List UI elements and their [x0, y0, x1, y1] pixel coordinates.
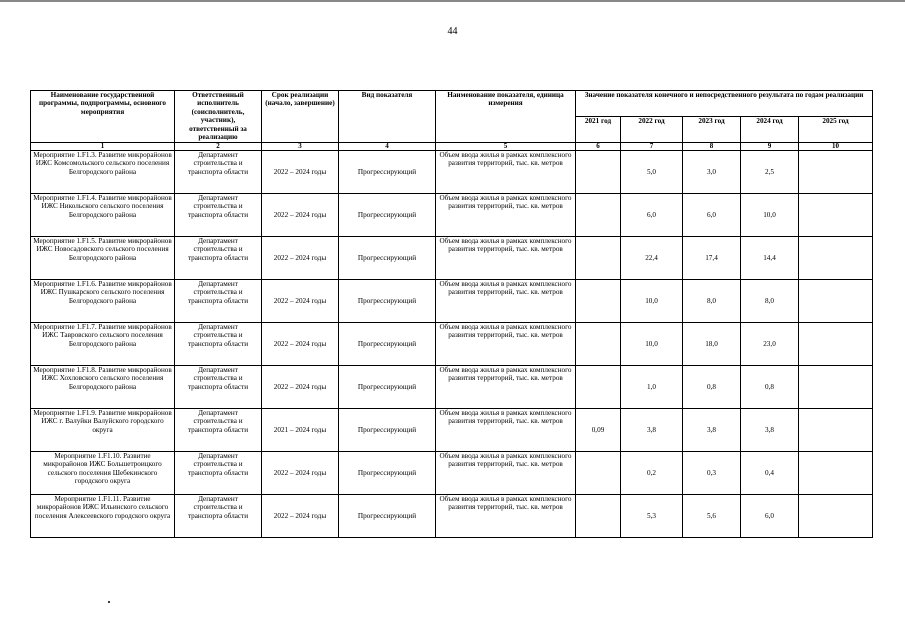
table-row — [31, 236, 873, 279]
program-cell: Мероприятие 1.F1.6. Развитие микрорайонов ИЖС Пушкарского сельского поселения Белгородского района — [31, 279, 175, 322]
indicator-cell: Объем ввода жилья в рамках комплексного развития территорий, тыс. кв. метров — [436, 365, 576, 408]
program-cell: Мероприятие 1.F1.8. Развитие микрорайонов ИЖС Хохловского сельского поселения Белгородского района — [31, 365, 175, 408]
program-cell: Мероприятие 1.F1.11. Развитие микрорайонов ИЖС Ильинского сельского поселения Алексеевского городского округа — [31, 494, 175, 537]
type-cell: Прогрессирующий — [339, 494, 436, 537]
column-number: 10 — [799, 142, 873, 150]
value-cell: 5,0 — [621, 150, 683, 193]
value-cell — [799, 322, 873, 365]
header-year: 2025 год — [799, 116, 873, 142]
value-cell — [799, 193, 873, 236]
period-cell: 2022 – 2024 годы — [262, 193, 339, 236]
table-row — [31, 193, 873, 236]
table-row — [31, 408, 873, 451]
value-cell: 18,0 — [683, 322, 741, 365]
value-cell: 5,3 — [621, 494, 683, 537]
value-cell: 3,8 — [683, 408, 741, 451]
column-number: 8 — [683, 142, 741, 150]
column-number: 3 — [262, 142, 339, 150]
header-indicator: Наименование показателя, единица измерения — [436, 91, 576, 143]
indicator-cell: Объем ввода жилья в рамках комплексного развития территорий, тыс. кв. метров — [436, 451, 576, 494]
value-cell: 6,0 — [621, 193, 683, 236]
value-cell: 0,8 — [683, 365, 741, 408]
header-values: Значение показателя конечного и непосредственного результата по годам реализации — [576, 91, 873, 117]
results-table — [30, 90, 873, 538]
value-cell: 6,0 — [683, 193, 741, 236]
value-cell: 1,0 — [621, 365, 683, 408]
table-row — [31, 150, 873, 193]
header-year: 2021 год — [576, 116, 621, 142]
executor-cell: Департамент строительства и транспорта области — [175, 408, 262, 451]
header-year: 2023 год — [683, 116, 741, 142]
header-type: Вид показателя — [339, 91, 436, 143]
executor-cell: Департамент строительства и транспорта области — [175, 451, 262, 494]
type-cell: Прогрессирующий — [339, 451, 436, 494]
period-cell: 2022 – 2024 годы — [262, 494, 339, 537]
type-cell: Прогрессирующий — [339, 236, 436, 279]
period-cell: 2022 – 2024 годы — [262, 279, 339, 322]
program-cell: Мероприятие 1.F1.7. Развитие микрорайонов ИЖС Тавровского сельского поселения Белгородского района — [31, 322, 175, 365]
header-year: 2022 год — [621, 116, 683, 142]
indicator-cell: Объем ввода жилья в рамках комплексного развития территорий, тыс. кв. метров — [436, 322, 576, 365]
value-cell — [799, 279, 873, 322]
page-top-border — [0, 0, 905, 2]
value-cell — [799, 365, 873, 408]
value-cell: 0,09 — [576, 408, 621, 451]
header-period: Срок реализации (начало, завершение) — [262, 91, 339, 143]
value-cell: 6,0 — [741, 494, 799, 537]
column-numbers-row — [31, 142, 873, 150]
value-cell: 0,2 — [621, 451, 683, 494]
value-cell: 3,8 — [621, 408, 683, 451]
value-cell — [576, 494, 621, 537]
value-cell — [799, 150, 873, 193]
type-cell: Прогрессирующий — [339, 279, 436, 322]
value-cell — [799, 494, 873, 537]
table-row — [31, 494, 873, 537]
type-cell: Прогрессирующий — [339, 408, 436, 451]
type-cell: Прогрессирующий — [339, 150, 436, 193]
value-cell: 8,0 — [683, 279, 741, 322]
executor-cell: Департамент строительства и транспорта области — [175, 193, 262, 236]
header-executor: Ответственный исполнитель (соисполнитель, участник), ответственный за реализацию — [175, 91, 262, 143]
header-program: Наименование государственной программы, подпрограммы, основного мероприятия — [31, 91, 175, 143]
value-cell — [576, 193, 621, 236]
value-cell — [576, 451, 621, 494]
indicator-cell: Объем ввода жилья в рамках комплексного развития территорий, тыс. кв. метров — [436, 279, 576, 322]
period-cell: 2022 – 2024 годы — [262, 236, 339, 279]
indicator-cell: Объем ввода жилья в рамках комплексного развития территорий, тыс. кв. метров — [436, 236, 576, 279]
header-year: 2024 год — [741, 116, 799, 142]
value-cell — [576, 150, 621, 193]
value-cell: 2,5 — [741, 150, 799, 193]
type-cell: Прогрессирующий — [339, 193, 436, 236]
table-row — [31, 322, 873, 365]
value-cell: 14,4 — [741, 236, 799, 279]
value-cell: 10,0 — [621, 279, 683, 322]
value-cell: 10,0 — [621, 322, 683, 365]
value-cell: 3,0 — [683, 150, 741, 193]
period-cell: 2022 – 2024 годы — [262, 451, 339, 494]
value-cell: 17,4 — [683, 236, 741, 279]
column-number: 4 — [339, 142, 436, 150]
indicator-cell: Объем ввода жилья в рамках комплексного развития территорий, тыс. кв. метров — [436, 193, 576, 236]
executor-cell: Департамент строительства и транспорта области — [175, 279, 262, 322]
value-cell: 8,0 — [741, 279, 799, 322]
column-number: 2 — [175, 142, 262, 150]
value-cell: 0,4 — [741, 451, 799, 494]
column-number: 5 — [436, 142, 576, 150]
program-cell: Мероприятие 1.F1.3. Развитие микрорайонов ИЖС Комсомольского сельского поселения Белгородского района — [31, 150, 175, 193]
executor-cell: Департамент строительства и транспорта области — [175, 150, 262, 193]
indicator-cell: Объем ввода жилья в рамках комплексного развития территорий, тыс. кв. метров — [436, 150, 576, 193]
value-cell: 10,0 — [741, 193, 799, 236]
table-row — [31, 365, 873, 408]
program-cell: Мероприятие 1.F1.4. Развитие микрорайонов ИЖС Никольского сельского поселения Белгородского района — [31, 193, 175, 236]
value-cell — [576, 365, 621, 408]
program-cell: Мероприятие 1.F1.5. Развитие микрорайонов ИЖС Новосадовского сельского поселения Белгородского района — [31, 236, 175, 279]
value-cell: 3,8 — [741, 408, 799, 451]
scan-mark — [108, 601, 110, 603]
column-number: 9 — [741, 142, 799, 150]
value-cell: 0,8 — [741, 365, 799, 408]
executor-cell: Департамент строительства и транспорта области — [175, 236, 262, 279]
period-cell: 2022 – 2024 годы — [262, 150, 339, 193]
type-cell: Прогрессирующий — [339, 322, 436, 365]
table-row — [31, 451, 873, 494]
value-cell — [799, 236, 873, 279]
program-cell: Мероприятие 1.F1.10. Развитие микрорайонов ИЖС Большетроицкого сельского поселения Шебекинского городского округа — [31, 451, 175, 494]
value-cell — [799, 408, 873, 451]
period-cell: 2022 – 2024 годы — [262, 322, 339, 365]
value-cell: 22,4 — [621, 236, 683, 279]
indicator-cell: Объем ввода жилья в рамках комплексного развития территорий, тыс. кв. метров — [436, 408, 576, 451]
column-number: 1 — [31, 142, 175, 150]
period-cell: 2022 – 2024 годы — [262, 365, 339, 408]
value-cell: 5,6 — [683, 494, 741, 537]
column-number: 7 — [621, 142, 683, 150]
period-cell: 2021 – 2024 годы — [262, 408, 339, 451]
value-cell — [799, 451, 873, 494]
executor-cell: Департамент строительства и транспорта области — [175, 494, 262, 537]
value-cell: 23,0 — [741, 322, 799, 365]
type-cell: Прогрессирующий — [339, 365, 436, 408]
value-cell — [576, 322, 621, 365]
value-cell — [576, 236, 621, 279]
page-number: 44 — [447, 26, 458, 37]
column-number: 6 — [576, 142, 621, 150]
program-cell: Мероприятие 1.F1.9. Развитие микрорайонов ИЖС г. Валуйки Валуйского городского округа — [31, 408, 175, 451]
executor-cell: Департамент строительства и транспорта области — [175, 322, 262, 365]
table-row — [31, 279, 873, 322]
executor-cell: Департамент строительства и транспорта области — [175, 365, 262, 408]
indicator-cell: Объем ввода жилья в рамках комплексного развития территорий, тыс. кв. метров — [436, 494, 576, 537]
value-cell: 0,3 — [683, 451, 741, 494]
value-cell — [576, 279, 621, 322]
